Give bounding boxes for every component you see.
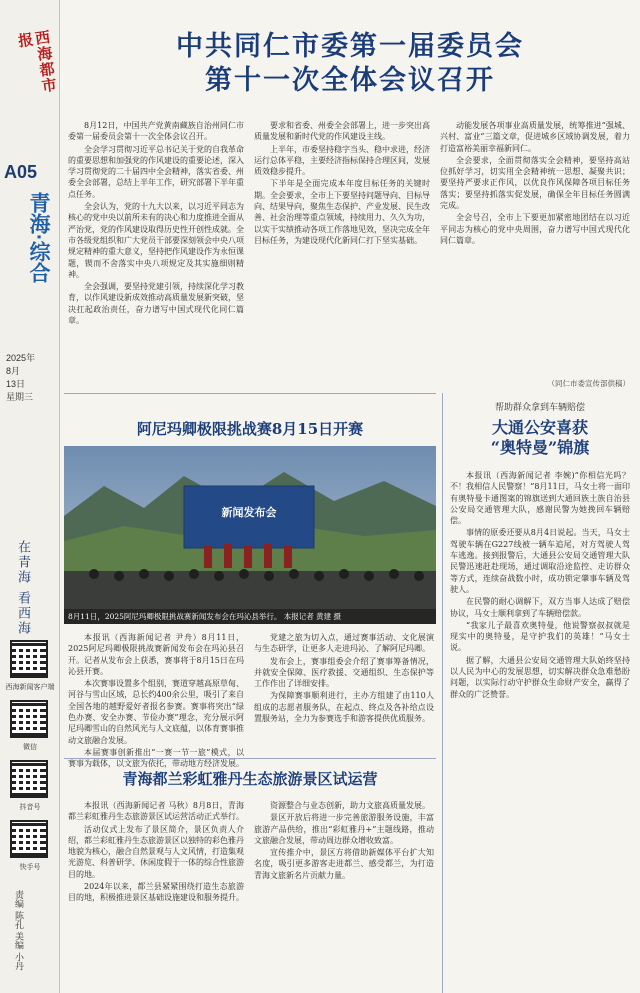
lead-column-2 [254, 120, 430, 388]
paragraph: 下半年是全面完成本年度目标任务的关键时期。全会要求，全市上下要坚持问题导向、目标导向、结果导向，聚焦生态保护、产业发展、民生改善、社会治理等重点领域，持续用力、久久为功，以实干实绩推动各项工作落地见效，坚决完成全年目标任务，为建设现代化新同仁打下坚实基础。 [254, 179, 430, 245]
bottom-headline: 青海都兰彩虹雅丹生态旅游景区试运营 [122, 770, 378, 788]
bottom-column-2 [254, 800, 434, 988]
qr-code-wechat [10, 700, 48, 738]
headline-line: 大通公安喜获 [491, 418, 588, 437]
paragraph: “我家儿子最喜欢奥特曼，他说警察叔叔就是现实中的奥特曼，是守护我们的英雄！”马女士说。 [450, 620, 630, 653]
paragraph: 全会认为，党的十九大以来，以习近平同志为核心的党中央以前所未有的决心和力度推进全面从严治党，党的作风建设取得历史性开创性成就。全市各级党组织和广大党员干部要深刻领会中央八项规定精神的重大意义，坚持把作风建设作为永恒课题，锲而不舍落实中央八项规定及其实施细则精神。 [68, 202, 244, 279]
banner-text: 新闻发布会 [221, 506, 277, 519]
editors-credit: 责编 陈孔 美编 小丹 [13, 890, 23, 971]
paragraph: 为保障赛事顺利进行，主办方组建了由110人组成的志愿者服务队，在起点、终点及各补给点设置服务站，全力为参赛选手和游客提供优质服务。 [254, 691, 434, 724]
paragraph: 全会号召，全市上下要更加紧密地团结在以习近平同志为核心的党中央周围，奋力谱写中国式现代化同仁篇章。 [440, 213, 630, 245]
qr-label: 快手号 [19, 864, 41, 871]
paragraph: 全会要求，全面贯彻落实全会精神，要坚持高站位抓好学习，切实用全会精神统一思想、凝聚共识；要坚持严要求正作风，以优良作风保障各项目标任务落实；要坚持抓落实促发展，确保全年目标任务圆满完成。 [440, 155, 630, 211]
photo-illustration [64, 446, 436, 624]
paragraph: 全会强调，要坚持党建引领，持续深化学习教育，以作风建设新成效推动高质量发展新突破，坚决扛起政治责任，奋力谱写中国式现代化同仁篇章。 [68, 282, 244, 326]
paragraph: 上半年，市委坚持稳字当头、稳中求进，经济运行总体平稳，主要经济指标保持合理区间，发展质效稳步提升。 [254, 144, 430, 177]
paragraph: 2024年以来，都兰县紧紧围绕打造生态旅游目的地，积极推进景区基础设施建设和服务提升。 [68, 882, 244, 903]
headline-line: “奥特曼”锦旗 [490, 438, 590, 457]
sidebar [0, 0, 60, 993]
bottom-column-1 [68, 800, 244, 988]
divider [442, 393, 443, 993]
feature-column-1 [68, 632, 244, 769]
paragraph: 动能发展各项事业高质量发展，统筹推进“强城、兴村、富业”三篇文章，促进城乡区域协调发展，着力打造富裕美丽幸福新同仁。 [440, 121, 630, 153]
feature-photo [64, 446, 436, 624]
qr-label: 抖音号 [19, 804, 41, 811]
divider [64, 758, 436, 759]
lead-headline [64, 30, 636, 98]
right-column [450, 470, 630, 990]
paragraph: 本次赛事设置多个组别，赛道穿越高原草甸、河谷与雪山区域，总长约400余公里，吸引了来自全国各地的越野爱好者报名参赛。赛事将突出“绿色办赛、安全办赛、节俭办赛”理念，充分展示阿尼玛卿雪山的自然风光与人文底蕴，以体育赛事推动文旅融合发展。 [68, 679, 244, 745]
paragraph: 要求和省委、州委全会部署上，进一步突出高质量发展和新时代党的作风建设主线。 [254, 121, 430, 142]
lead-byline: （同仁市委宣传部供稿） [547, 379, 630, 388]
paragraph: 在民警的耐心调解下，双方当事人达成了赔偿协议，马女士顺利拿到了车辆赔偿款。 [450, 597, 630, 618]
paragraph: 活动仪式上发布了景区简介，景区负责人介绍，都兰彩虹雅丹生态旅游景区以独特的彩色雅丹地貌为核心，融合自然景观与人文风情，打造集观光游览、科普研学、休闲度假于一体的综合性旅游目的地。 [68, 824, 244, 879]
lead-column-3 [440, 120, 630, 375]
page-number: A05 [4, 162, 38, 182]
paragraph: 景区开放后将进一步完善旅游服务设施，丰富旅游产品供给，推出“彩虹雅丹+”主题线路，推动文旅融合发展，带动周边群众增收致富。 [254, 813, 434, 845]
date-month: 8月 [6, 366, 21, 376]
qr-label: 微信 [23, 744, 37, 751]
slogan: 在青海 看西海 [15, 540, 30, 637]
headline-line: 第十一次全体会议召开 [205, 65, 495, 96]
paragraph: 本报讯（西海新闻记者 尹舟）8月11日，2025阿尼玛卿极限挑战赛新闻发布会在玛沁县召开。记者从发布会上获悉，赛事将于8月15日在玛沁县开赛。 [68, 633, 244, 676]
paragraph: 8月12日，中国共产党黄南藏族自治州同仁市委第一届委员会第十一次全体会议召开。 [68, 121, 244, 142]
paragraph: 本报讯（西海新闻记者 李婉)“你相信光吗？不！我相信人民警察！”8月11日，马女士将一面印有奥特曼卡通图案的锦旗送到大通回族土族自治县公安局交通管理大队，感谢民警为她挽回车辆赔偿。 [450, 471, 630, 526]
paragraph: 据了解，大通县公安局交通管理大队始终坚持以人民为中心的发展思想，切实解决群众急难愁盼问题，以实际行动守护群众生命财产安全，赢得了群众的广泛赞誉。 [450, 655, 630, 699]
paragraph: 宣传推介中，景区方将借助新媒体平台扩大知名度，吸引更多游客走进都兰、感受都兰，为打造青海文旅新名片贡献力量。 [254, 848, 434, 880]
paragraph: 本报讯（西海新闻记者 马秋）8月8日，青海都兰彩虹雅丹生态旅游景区试运营活动正式举行。 [68, 801, 244, 822]
paragraph: 全会学习贯彻习近平总书记关于党的自我革命的重要思想和加强党的作风建设的重要论述，深入学习贯彻党的二十届四中全会精神，落实省委、州委全会部署，总结上半年工作，研究部署下半年重点任务。 [68, 144, 244, 199]
lead-column-1 [68, 120, 244, 388]
headline-line: 中共同仁市委第一届委员会 [176, 31, 524, 62]
qr-code-app [10, 640, 48, 678]
issue-date [6, 352, 35, 404]
feature-column-2 [254, 632, 434, 752]
date-day: 13日 [6, 379, 26, 389]
qr-label: 西海新闻客户端 [5, 684, 55, 691]
paragraph: 资源整合与业态创新，助力文旅高质量发展。 [270, 801, 430, 810]
divider [64, 393, 436, 394]
paragraph: 本届赛事创新推出“一赛一节一旅”模式，以赛事为载体，以文旅为依托，带动地方经济发展。 [68, 747, 244, 769]
masthead-logo: 西海都市报 [15, 28, 59, 95]
qr-code-douyin [10, 760, 48, 798]
paragraph: 党建之旅为切入点，通过赛事活动、文化展演与生态研学，让更多人走进玛沁、了解阿尼玛卿。 [254, 633, 434, 654]
feature-headline: 阿尼玛卿极限挑战赛8月15日开赛 [136, 420, 364, 438]
right-headline [450, 418, 630, 458]
photo-caption: 8月11日，2025阿尼玛卿极限挑战赛新闻发布会在玛沁县举行。 本报记者 黄建 摄 [64, 609, 436, 624]
paragraph: 发布会上，赛事组委会介绍了赛事筹备情况，并就安全保障、医疗救援、交通组织、生态保护等工作作出了详细安排。 [254, 656, 434, 689]
weekday: 星期三 [6, 392, 34, 402]
right-kicker: 帮助群众拿到车辆赔偿 [494, 403, 585, 413]
paragraph: 事情的原委还要从8月4日说起。当天，马女士驾驶车辆在G227线被一辆车追尾，对方驾驶人驾车逃逸。接到报警后，大通县公安局交通管理大队民警迅速赶赴现场，通过调取沿途监控、走访群众等方式，连续奋战数小时，成功锁定肇事车辆及驾驶人。 [450, 528, 630, 594]
section-title: 青海·综合 [27, 192, 50, 283]
date-year: 2025年 [6, 353, 36, 363]
qr-code-kuaishou [10, 820, 48, 858]
